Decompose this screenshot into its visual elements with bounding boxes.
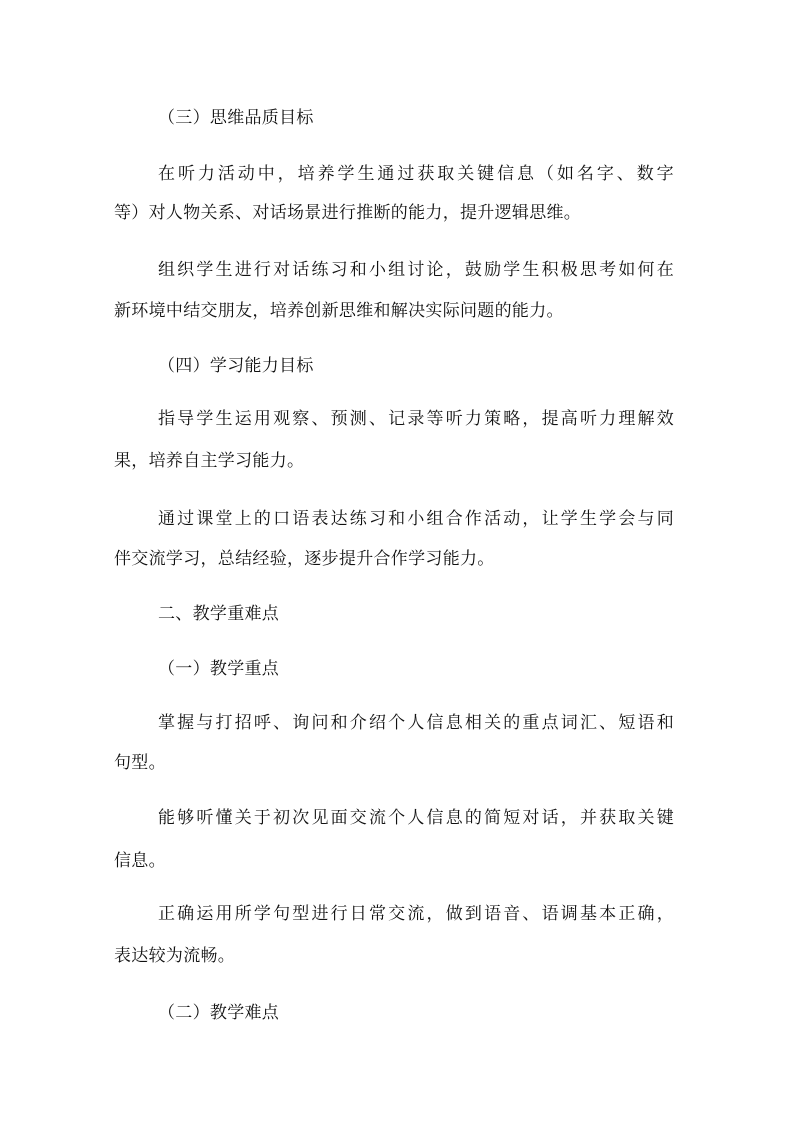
section-heading-thinking-quality: （三）思维品质目标 <box>158 108 314 128</box>
paragraph-line: 表达较为流畅。 <box>114 946 236 966</box>
section-heading-key-difficult-points: 二、教学重难点 <box>158 604 280 624</box>
paragraph-line: 正确运用所学句型进行日常交流，做到语音、语调基本正确， <box>158 904 674 924</box>
paragraph-line: 果，培养自主学习能力。 <box>114 451 305 471</box>
section-heading-difficult-points: （二）教学难点 <box>158 1003 280 1023</box>
paragraph-line: 在听力活动中，培养学生通过获取关键信息（如名字、数字 <box>158 164 674 184</box>
section-heading-learning-ability: （四）学习能力目标 <box>158 356 314 376</box>
paragraph-line: 掌握与打招呼、询问和介绍个人信息相关的重点词汇、短语和 <box>158 713 674 733</box>
paragraph-line: 能够听懂关于初次见面交流个人信息的简短对话，并获取关键 <box>158 808 674 828</box>
paragraph-line: 组织学生进行对话练习和小组讨论，鼓励学生积极思考如何在 <box>158 260 674 280</box>
paragraph-line: 通过课堂上的口语表达练习和小组合作活动，让学生学会与同 <box>158 509 674 529</box>
paragraph-line: 句型。 <box>114 753 166 773</box>
paragraph-line: 新环境中结交朋友，培养创新思维和解决实际问题的能力。 <box>114 301 564 321</box>
paragraph-line: 指导学生运用观察、预测、记录等听力策略，提高听力理解效 <box>158 409 674 429</box>
section-heading-key-points: （一）教学重点 <box>158 659 280 679</box>
paragraph-line: 等）对人物关系、对话场景进行推断的能力，提升逻辑思维。 <box>114 203 582 223</box>
paragraph-line: 伴交流学习，总结经验，逐步提升合作学习能力。 <box>114 549 495 569</box>
paragraph-line: 信息。 <box>114 851 166 871</box>
